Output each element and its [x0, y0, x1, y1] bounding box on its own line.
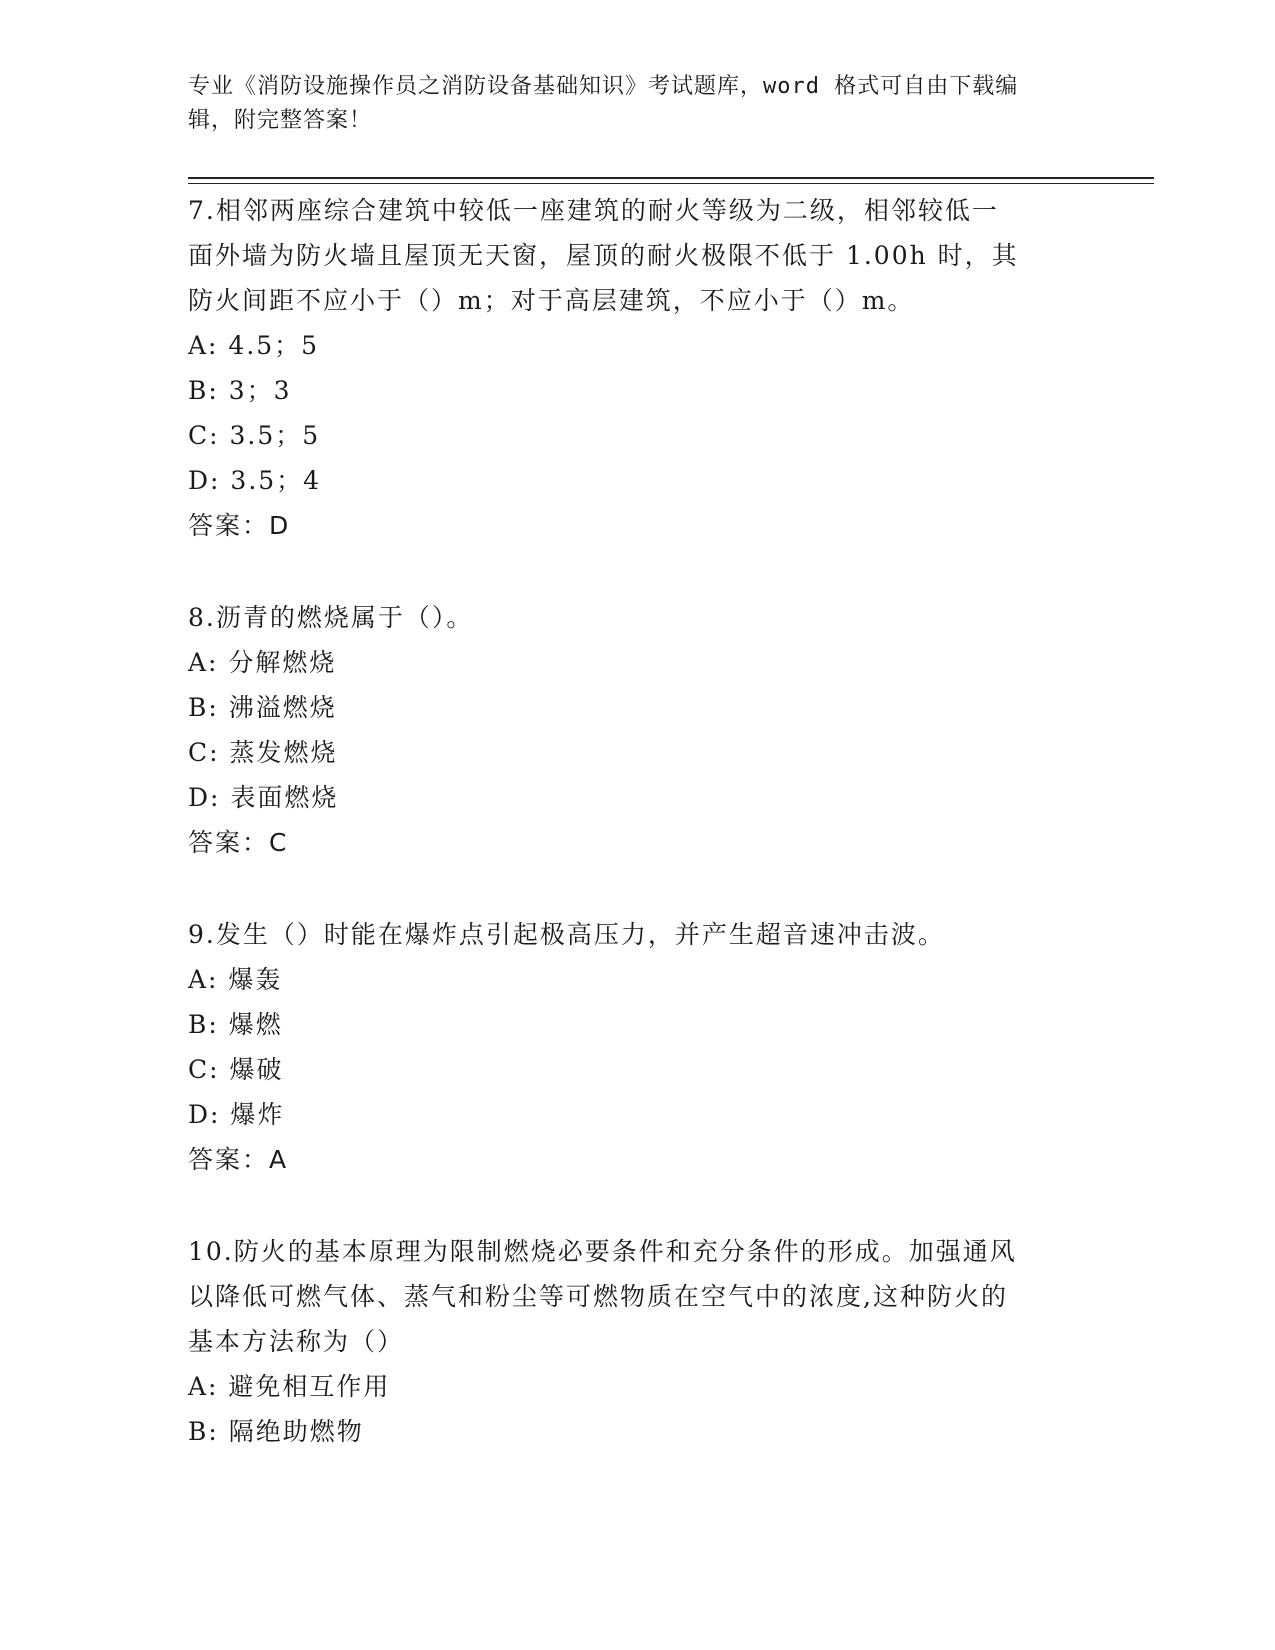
document-header	[188, 70, 1088, 138]
question-stem-line: 9.发生（）时能在爆炸点引起极高压力，并产生超音速冲击波。	[188, 920, 945, 949]
option-c: C: 蒸发燃烧	[188, 738, 338, 767]
question-stem-line: 防火间距不应小于（）m；对于高层建筑，不应小于（）m。	[188, 286, 915, 315]
question-stem-line: 7.相邻两座综合建筑中较低一座建筑的耐火等级为二级，相邻较低一	[188, 196, 999, 225]
answer: 答案：A	[188, 1145, 289, 1174]
question-stem-line: 8.沥青的燃烧属于（）。	[188, 603, 474, 632]
option-b: B: 爆燃	[188, 1010, 283, 1039]
option-b: B: 3；3	[188, 376, 292, 405]
option-b: B: 隔绝助燃物	[188, 1417, 364, 1446]
header-rule-thick	[188, 177, 1154, 179]
spacer	[188, 548, 1088, 595]
question-8	[188, 595, 1088, 865]
option-a: A: 避免相互作用	[188, 1372, 391, 1401]
question-stem-line: 面外墙为防火墙且屋顶无天窗，屋顶的耐火极限不低于 1.00h 时，其	[188, 241, 1019, 270]
spacer	[188, 1182, 1088, 1229]
option-c: C: 3.5；5	[188, 421, 321, 450]
question-10	[188, 1229, 1088, 1454]
question-stem-line: 基本方法称为（）	[188, 1327, 405, 1356]
question-list	[188, 188, 1088, 1454]
header-line-1: 专业《消防设施操作员之消防设备基础知识》考试题库，word 格式可自由下载编	[188, 74, 1019, 99]
option-a: A: 爆轰	[188, 965, 283, 994]
option-a: A: 分解燃烧	[188, 648, 337, 677]
option-d: D: 3.5；4	[188, 466, 322, 495]
header-rule-thin	[188, 183, 1154, 184]
answer: 答案：C	[188, 828, 289, 857]
answer: 答案：D	[188, 511, 291, 540]
question-9	[188, 912, 1088, 1182]
option-d: D: 表面燃烧	[188, 783, 339, 812]
spacer	[188, 865, 1088, 912]
option-b: B: 沸溢燃烧	[188, 693, 337, 722]
question-stem-line: 10.防火的基本原理为限制燃烧必要条件和充分条件的形成。加强通风	[188, 1237, 1017, 1266]
option-c: C: 爆破	[188, 1055, 284, 1084]
option-d: D: 爆炸	[188, 1100, 285, 1129]
option-a: A: 4.5；5	[188, 331, 320, 360]
question-7	[188, 188, 1088, 548]
header-line-2: 辑，附完整答案！	[188, 108, 373, 133]
question-stem-line: 以降低可燃气体、蒸气和粉尘等可燃物质在空气中的浓度,这种防火的	[188, 1282, 1008, 1311]
